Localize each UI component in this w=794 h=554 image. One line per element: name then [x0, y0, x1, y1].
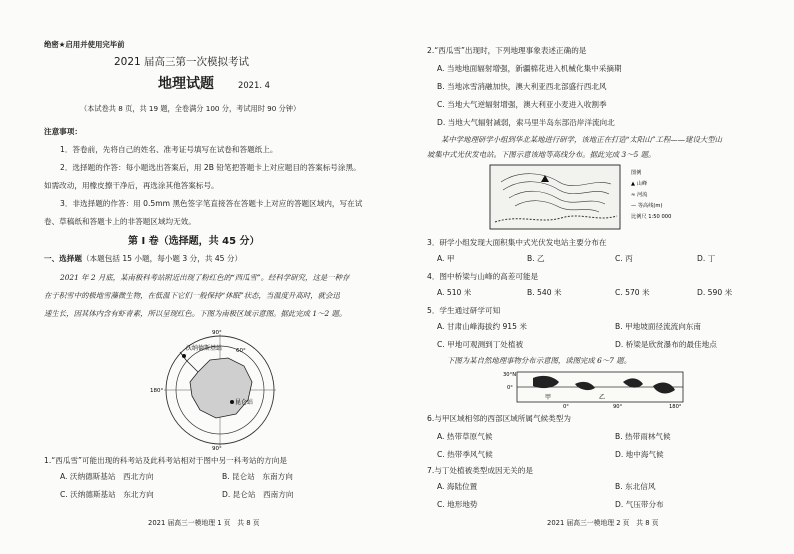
option-7b[interactable]: B. 东北信风: [615, 482, 656, 491]
option-2d[interactable]: D. 当地大气辐射减弱，索马里半岛东部沿岸洋流向北: [437, 118, 615, 127]
option-6a[interactable]: A. 热带草原气候: [437, 432, 493, 441]
option-2a[interactable]: A. 当地地面辐射增强，新疆棉花进入机械化集中采摘期: [437, 64, 622, 73]
option-5b[interactable]: B. 甲地坡面径流流向东南: [615, 322, 701, 331]
exam-title: 2021 届高三第一次模拟考试: [114, 56, 250, 68]
subject-title: 地理试题: [158, 76, 214, 92]
option-5c[interactable]: C. 甲地可观测到丁处植被: [437, 340, 524, 349]
option-7d[interactable]: D. 气压带分布: [615, 500, 664, 509]
question-1: 1.“西瓜雪”可能出现的科考站及此科考站相对于图中另一科考站的方向是: [44, 456, 287, 465]
option-6c[interactable]: C. 热带季风气候: [437, 450, 493, 459]
passage-line: 速生长，因其体内含有虾青素，所以呈现红色。下图为南极区域示意图。据此完成 1～2 题。: [44, 309, 347, 318]
option-1c[interactable]: C. 沃纳德斯基站 东北方向: [60, 490, 154, 499]
question-5: 5．学生通过研学可知: [427, 306, 501, 315]
passage-line: 坡集中式光伏发电站。下图示意该地等高线分布。据此完成 3～5 题。: [427, 150, 656, 159]
station-label: 昆仑站: [235, 399, 254, 406]
page-footer: 2021 届高三一模地理 2 页 共 8 页: [547, 519, 659, 527]
passage-line: 2021 年 2 月底，某南极科考站附近出现了粉红色的“西瓜雪”。经科学研究，这是一种存: [60, 273, 350, 282]
antarctic-map: [150, 330, 295, 450]
option-1d[interactable]: D. 昆仑站 西南方向: [222, 490, 294, 499]
option-3d[interactable]: D. 丁: [697, 254, 716, 263]
region-label: 甲: [545, 394, 552, 401]
question-4: 4．图中桥梁与山峰的高差可能是: [427, 272, 539, 281]
notice-line: 卷、草稿纸和答题卡上的非答题区域均无效。: [44, 217, 196, 226]
map-label: 90°: [212, 330, 222, 336]
option-7c[interactable]: C. 地形地势: [437, 500, 478, 509]
antarctica-landmass: [190, 358, 252, 418]
question-7: 7.与丁处植被类型成因无关的是: [427, 466, 533, 475]
legend-item: — 等高线(m): [631, 203, 663, 209]
question-intro: [44, 254, 242, 264]
option-6b[interactable]: B. 热带雨林气候: [615, 432, 671, 441]
option-4d[interactable]: D. 590 米: [697, 288, 733, 297]
option-2b[interactable]: B. 当地冰雪消融加快，澳大利亚西北部盛行西北风: [437, 82, 607, 91]
legend-item: ▲ 山峰: [631, 181, 648, 187]
option-4b[interactable]: B. 540 米: [527, 288, 562, 297]
map-label: 90°: [212, 446, 222, 450]
passage-line: 下图为某自然地理事物分布示意图，读图完成 6～7 题。: [447, 356, 632, 365]
legend-item: ≈ 河流: [631, 192, 648, 198]
option-3c[interactable]: C. 丙: [615, 254, 633, 263]
passage-line: 在于积雪中的极地雪藻微生物，在低温下它们一般保持“休眠”状态，当温度升高时，就会迅: [44, 291, 340, 300]
passage-line: 某中学地理研学小组到华北某地进行研学，该地正在打造“太阳山”工程——建设大型山: [441, 135, 723, 144]
option-5a[interactable]: A. 甘肃山峰海拔约 915 米: [437, 322, 527, 331]
latitude-label: 30°N: [503, 372, 517, 378]
section-heading: 第 I 卷（选择题，共 45 分）: [128, 236, 260, 247]
exam-date: 2021. 4: [238, 80, 270, 90]
option-4c[interactable]: C. 570 米: [615, 288, 650, 297]
notice-line: 如需改动，用橡皮擦干净后，再选涂其他答案标号。: [44, 181, 219, 190]
region-label: 乙: [599, 394, 606, 401]
option-2c[interactable]: C. 当地大气逆辐射增强，澳大利亚小麦进入收割季: [437, 100, 607, 109]
page-footer: 2021 届高三一模地理 1 页 共 8 页: [148, 519, 260, 527]
exam-page-2: [397, 0, 794, 554]
question-2: 2.“西瓜雪”出现时，下列地理事象表述正确的是: [427, 46, 587, 55]
exam-note: （本试卷共 8 页，共 19 题，全卷满分 100 分，考试用时 90 分钟）: [80, 104, 301, 113]
option-3b[interactable]: B. 乙: [527, 254, 545, 263]
map-label: 180°: [150, 388, 164, 394]
topographic-map: [489, 164, 729, 232]
station-marker: [182, 354, 186, 358]
station-marker: [230, 400, 234, 404]
option-4a[interactable]: A. 510 米: [437, 288, 472, 297]
question-intro-detail: （本题包括 15 小题，每小题 3 分，共 45 分）: [81, 254, 243, 263]
station-label: 沃纳德斯基站: [186, 345, 223, 352]
longitude-label: 0°: [563, 404, 569, 408]
notice-line: 3．非选择题的作答：用 0.5mm 黑色签字笔直接答在答题卡上对应的答题区域内，写在试: [60, 199, 363, 208]
secret-label: 绝密★启用并使用完毕前: [44, 40, 125, 49]
map-label: 60°: [236, 348, 246, 354]
option-3a[interactable]: A. 甲: [437, 254, 455, 263]
question-3: 3．研学小组发现大面积集中式光伏发电站主要分布在: [427, 238, 607, 247]
question-intro-label: 一、选择题: [44, 254, 82, 263]
notice-title: 注意事项：: [44, 127, 82, 136]
legend-item: 比例尺 1:50 000: [631, 214, 672, 220]
question-6: 6.与甲区域相邻的西部区域所属气候类型为: [427, 414, 571, 423]
longitude-label: 90°: [613, 404, 623, 408]
longitude-label: 180°: [669, 404, 682, 408]
option-1a[interactable]: A. 沃纳德斯基站 西北方向: [60, 472, 154, 481]
distribution-map: [503, 368, 699, 408]
notice-line: 2．选择题的作答：每小题选出答案后，用 2B 铅笔把答题卡上对应题目的答案标号涂黑。: [60, 163, 361, 172]
latitude-label: 0°: [507, 385, 513, 391]
notice-line: 1．答卷前，先将自己的姓名、准考证号填写在试卷和答题纸上。: [60, 145, 278, 154]
option-1b[interactable]: B. 昆仑站 东南方向: [222, 472, 293, 481]
option-6d[interactable]: D. 地中海气候: [615, 450, 664, 459]
legend-item: 图例: [631, 170, 642, 176]
option-7a[interactable]: A. 海陆位置: [437, 482, 478, 491]
option-5d[interactable]: D. 桥梁是欣赏瀑布的最佳地点: [615, 340, 717, 349]
